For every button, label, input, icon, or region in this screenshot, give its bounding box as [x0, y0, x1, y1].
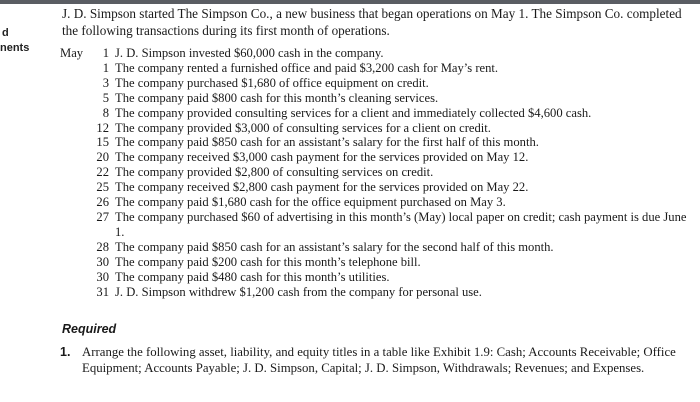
transaction-month	[60, 270, 89, 285]
transaction-description: The company received $2,800 cash payment for the services provided on May 22.	[115, 180, 529, 195]
top-bar	[0, 0, 700, 4]
transaction-day: 15	[96, 135, 109, 150]
transaction-day: 22	[96, 165, 109, 180]
transaction-day: 31	[96, 284, 109, 299]
question-text: Arrange the following asset, liability, and equity titles in a table like Exhibit 1.9: Cash; Accounts Receivable; Office Equipment; Accounts Payable; J. D. Simpson, Capital; J. D. Simpson, Withdrawals; Revenues; and Expenses.	[82, 345, 676, 375]
transaction-row	[60, 91, 690, 106]
transaction-month	[60, 135, 89, 150]
transaction-month	[60, 106, 89, 121]
transaction-row	[60, 121, 690, 136]
question-1	[60, 345, 690, 376]
cut-off-margin-text: d	[2, 27, 9, 39]
transaction-day: 20	[96, 150, 109, 165]
transaction-row	[60, 61, 690, 76]
transaction-description: The company rented a furnished office and paid $3,200 cash for May’s rent.	[115, 60, 499, 75]
transaction-month	[60, 195, 89, 210]
transaction-description: The company purchased $60 of advertising in this month’s (May) local paper on credit; cash payment is due June 1.	[115, 209, 687, 239]
transaction-description: The company paid $850 cash for an assistant’s salary for the first half of this month.	[115, 135, 539, 150]
transaction-row	[60, 195, 690, 210]
transaction-row	[60, 270, 690, 285]
transaction-month	[60, 165, 89, 180]
transaction-description: J. D. Simpson withdrew $1,200 cash from the company for personal use.	[115, 284, 482, 299]
transaction-row	[60, 255, 690, 270]
transaction-month	[60, 240, 89, 255]
transaction-month: May	[60, 46, 84, 60]
transaction-month	[60, 121, 89, 136]
transaction-day: 1	[102, 46, 109, 60]
transaction-row	[60, 135, 690, 150]
transaction-day: 30	[96, 254, 109, 269]
transaction-month	[60, 91, 89, 106]
transaction-list	[60, 46, 690, 299]
transaction-day: 30	[96, 269, 109, 284]
transaction-description: The company provided $2,800 of consulting services on credit.	[115, 165, 434, 180]
transaction-month	[60, 210, 89, 240]
transaction-month	[60, 76, 89, 91]
transaction-row	[60, 285, 690, 300]
transaction-row	[60, 106, 690, 121]
cut-off-margin-text: nents	[0, 42, 30, 54]
question-number: 1.	[60, 345, 71, 359]
transaction-day: 25	[96, 180, 109, 195]
transaction-description: The company paid $480 cash for this month’s utilities.	[115, 269, 390, 284]
transaction-row	[60, 76, 690, 91]
transaction-month	[60, 180, 89, 195]
transaction-description: The company paid $850 cash for an assistant’s salary for the second half of this month.	[115, 239, 554, 254]
transaction-description: The company provided $3,000 of consulting services for a client on credit.	[115, 120, 491, 135]
transaction-day: 5	[102, 90, 109, 105]
transaction-description: The company purchased $1,680 of office equipment on credit.	[115, 75, 429, 90]
transaction-day: 12	[96, 120, 109, 135]
required-heading: Required	[62, 322, 117, 336]
transaction-row	[60, 150, 690, 165]
problem-intro: J. D. Simpson started The Simpson Co., a new business that began operations on May 1. The Simpson Co. completed the following transactions during its first month of operations.	[62, 6, 682, 38]
transaction-description: J. D. Simpson invested $60,000 cash in the company.	[115, 46, 384, 60]
transaction-description: The company paid $1,680 cash for the office equipment purchased on May 3.	[115, 195, 506, 210]
transaction-day: 1	[102, 60, 109, 75]
transaction-row	[60, 210, 690, 240]
transaction-month	[60, 285, 89, 300]
transaction-day: 3	[102, 75, 109, 90]
transaction-description: The company paid $200 cash for this month’s telephone bill.	[115, 254, 421, 269]
transaction-description: The company provided consulting services for a client and immediately collected $4,600 cash.	[115, 105, 592, 120]
transaction-row	[60, 240, 690, 255]
transaction-day: 27	[96, 209, 109, 224]
transaction-month	[60, 61, 89, 76]
transaction-month	[60, 150, 89, 165]
transaction-description: The company received $3,000 cash payment for the services provided on May 12.	[115, 150, 529, 165]
transaction-day: 8	[102, 105, 109, 120]
transaction-row	[60, 165, 690, 180]
transaction-row	[60, 46, 690, 61]
transaction-day: 28	[96, 239, 109, 254]
transaction-month	[60, 255, 89, 270]
transaction-row	[60, 180, 690, 195]
transaction-description: The company paid $800 cash for this month’s cleaning services.	[115, 90, 439, 105]
transaction-day: 26	[96, 195, 109, 210]
